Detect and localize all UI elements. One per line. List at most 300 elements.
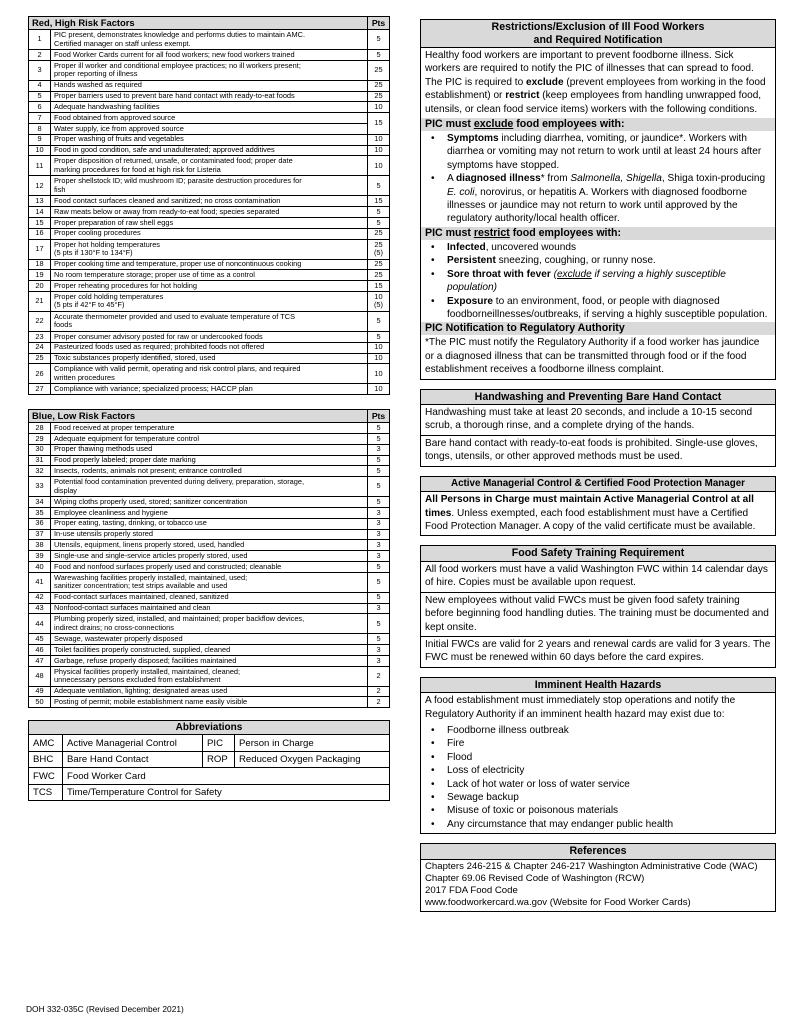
description-line: (5 pts if 130°F to 134°F) [54, 248, 133, 258]
amc-section [420, 476, 776, 537]
table-row [29, 311, 390, 331]
abbr-definition: Time/Temperature Control for Safety [63, 784, 390, 801]
item-points [368, 102, 390, 113]
list-item [425, 268, 771, 295]
item-number: 4 [29, 80, 51, 91]
item-number: 14 [29, 207, 51, 218]
table-row [29, 572, 390, 592]
red-table-header: Red, High Risk Factors [29, 17, 368, 30]
description-line: Proper hot holding temperatures [54, 239, 160, 249]
item-description [51, 529, 368, 540]
points-value: 5 [376, 180, 381, 190]
item-description [51, 666, 368, 686]
description-line: foods [54, 320, 73, 330]
description-line: Accurate thermometer provided and used to evaluate temperature of TCS [54, 312, 296, 322]
restrictions-section [420, 19, 776, 380]
notification-heading: PIC Notification to Regulatory Authority [421, 322, 775, 335]
item-description [51, 423, 368, 434]
item-points [368, 331, 390, 342]
description-line: Raw meats below or away from ready-to-eat food; species separated [54, 206, 280, 216]
heading-underlined: restrict [473, 226, 510, 239]
description-line: Food Worker Cards current for all food workers; new food workers trained [54, 49, 295, 59]
item-bold: Sore throat with fever [447, 268, 551, 280]
item-description [51, 686, 368, 697]
description-line: Proper consumer advisory posted for raw or undercooked foods [54, 331, 263, 341]
table-row [29, 614, 390, 634]
description-line: Food in good condition, safe and unadulterated; approved additives [54, 145, 275, 155]
item-points [368, 614, 390, 634]
description-line: Employee cleanliness and hygiene [54, 507, 168, 517]
item-number: 50 [29, 697, 51, 708]
item-points [368, 176, 390, 196]
description-line: Utensils, equipment, linens properly stored, used, handled [54, 540, 245, 549]
item-number: 46 [29, 645, 51, 656]
item-points [368, 217, 390, 228]
item-points [368, 342, 390, 353]
list-item: • Foodborne illness outbreak [425, 724, 771, 737]
abbr-code: PIC [203, 735, 235, 752]
table-row [29, 466, 390, 477]
abbreviations-table [28, 720, 390, 801]
handwashing-text: Handwashing must take at least 20 seconds, and include a 10-15 second scrub, a thorough rinse, and a complete drying of the hands. [425, 407, 753, 432]
points-value: 5 [376, 433, 381, 443]
table-row [29, 91, 390, 102]
abbr-row [29, 784, 390, 801]
table-row [29, 592, 390, 603]
description-line: No room temperature storage; proper use of time as a control [54, 270, 255, 280]
imminent-title: Imminent Health Hazards [421, 678, 775, 694]
table-row [29, 60, 390, 80]
item-description [51, 655, 368, 666]
description-line: Food properly labeled; proper date marking [54, 455, 196, 465]
table-row [29, 634, 390, 645]
item-number: 48 [29, 666, 51, 686]
list-item [425, 295, 771, 322]
item-description [51, 614, 368, 634]
points-value: 3 [376, 507, 381, 517]
table-row [29, 176, 390, 196]
points-value: 10 [374, 384, 383, 394]
item-description [51, 30, 368, 50]
item-description [51, 444, 368, 455]
points-reduced-value: (5) [373, 300, 384, 310]
table-row [29, 551, 390, 562]
points-value: 5 [376, 331, 381, 341]
item-number: 44 [29, 614, 51, 634]
item-description [51, 342, 368, 353]
item-description [51, 477, 368, 497]
description-line: written procedures [54, 372, 115, 382]
points-value: 10 [374, 342, 383, 352]
red-pts-header: Pts [368, 17, 390, 30]
table-row [29, 507, 390, 518]
table-row [29, 331, 390, 342]
table-row [29, 259, 390, 270]
item-description [51, 123, 368, 134]
points-value: 10 [374, 160, 383, 170]
description-line: Single-use and single-service articles properly stored, used [54, 550, 248, 560]
item-description [51, 466, 368, 477]
item-description [51, 384, 368, 395]
table-row [29, 123, 390, 134]
table-row [29, 433, 390, 444]
item-number: 37 [29, 529, 51, 540]
points-value: 25 [374, 65, 383, 75]
item-points [368, 156, 390, 176]
points-value: 3 [376, 550, 381, 560]
item-description [51, 176, 368, 196]
references-section [420, 843, 776, 912]
table-row [29, 270, 390, 281]
item-text: * from [540, 173, 571, 185]
item-points [368, 603, 390, 614]
exclude-list [421, 131, 775, 227]
training-text: All food workers must have a valid Washington FWC within 14 calendar days of hire. Copies must be available upon request. [425, 563, 768, 589]
abbr-definition: Reduced Oxygen Packaging [235, 751, 390, 768]
heading-underlined: exclude [473, 118, 514, 131]
points-value: 15 [374, 196, 383, 206]
table-row [29, 113, 390, 124]
item-number: 29 [29, 433, 51, 444]
item-points [368, 477, 390, 497]
abbr-definition: Food Worker Card [63, 768, 390, 785]
points-value: 2 [376, 686, 381, 696]
table-row [29, 497, 390, 508]
item-description [51, 592, 368, 603]
points-value: 5 [376, 633, 381, 643]
item-points [368, 384, 390, 395]
item-description [51, 561, 368, 572]
left-column [28, 16, 390, 801]
item-points [368, 60, 390, 80]
item-description [51, 697, 368, 708]
description-line: Food obtained from approved source [54, 112, 176, 122]
exclude-heading [421, 118, 775, 131]
item-number: 36 [29, 518, 51, 529]
item-description [51, 634, 368, 645]
description-line: Compliance with variance; specialized process; HACCP plan [54, 384, 253, 394]
item-number: 9 [29, 134, 51, 145]
table-row [29, 156, 390, 176]
points-value: 5 [376, 561, 381, 571]
description-line: sanitizer concentration; test strips available and used [54, 581, 228, 591]
item-number: 12 [29, 176, 51, 196]
description-line: fish [54, 184, 66, 194]
item-points [368, 196, 390, 207]
description-line: In-use utensils properly stored [54, 529, 154, 539]
abbreviations-title: Abbreviations [29, 721, 390, 735]
item-number: 20 [29, 281, 51, 292]
training-text: New employees without valid FWCs must be given food safety training before beginning food handling duties. The training must be documented and kept onsite. [421, 592, 775, 636]
item-points [368, 666, 390, 686]
description-line: Plumbing properly sized, installed, and maintained; proper backflow devices, [54, 614, 305, 624]
item-points [368, 455, 390, 466]
item-points [368, 433, 390, 444]
item-points [368, 540, 390, 551]
points-value: 5 [376, 496, 381, 506]
points-value: 5 [376, 618, 381, 628]
description-line: Adequate handwashing facilities [54, 102, 160, 112]
description-line: PIC present, demonstrates knowledge and performs duties to maintain AMC. [54, 30, 305, 40]
amc-title: Active Managerial Control & Certified Food Protection Manager [421, 477, 775, 493]
item-number: 31 [29, 455, 51, 466]
points-value: 10 [374, 292, 383, 302]
handwashing-title: Handwashing and Preventing Bare Hand Contact [421, 390, 775, 406]
table-row [29, 342, 390, 353]
description-line: Proper ill worker and conditional employee practices; no ill workers present; [54, 60, 301, 70]
item-points [368, 145, 390, 156]
description-line: Food contact surfaces cleaned and sanitized; no cross contamination [54, 196, 281, 206]
description-line: Proper shellstock ID; wild mushroom ID; parasite destruction procedures for [54, 176, 302, 186]
item-italic: if serving a highly susceptible population) [447, 268, 726, 294]
description-line: (5 pts if 42°F to 45°F) [54, 300, 125, 310]
table-row [29, 30, 390, 50]
table-row [29, 384, 390, 395]
item-description [51, 433, 368, 444]
list-item: • Misuse of toxic or poisonous materials [425, 804, 771, 817]
reference-line: Chapters 246-215 & Chapter 246-217 Washington Administrative Code (WAC) [425, 860, 758, 872]
item-description [51, 145, 368, 156]
item-points [368, 80, 390, 91]
item-number: 35 [29, 507, 51, 518]
points-value: 25 [374, 91, 383, 101]
item-points [368, 270, 390, 281]
item-number: 32 [29, 466, 51, 477]
table-row [29, 145, 390, 156]
training-text: Initial FWCs are valid for 2 years and renewal cards are valid for 3 years. The FWC must be renewed within 60 days before the card expires. [421, 636, 775, 667]
description-line: Hands washed as required [54, 80, 142, 90]
item-number: 33 [29, 477, 51, 497]
blue-pts-header: Pts [368, 410, 390, 423]
description-line: Toxic substances properly identified, stored, used [54, 353, 216, 363]
item-points [368, 518, 390, 529]
item-description [51, 134, 368, 145]
table-row [29, 645, 390, 656]
table-row [29, 423, 390, 434]
item-points [368, 364, 390, 384]
abbr-code: BHC [29, 751, 63, 768]
abbr-code: TCS [29, 784, 63, 801]
item-description [51, 80, 368, 91]
list-item [425, 172, 771, 226]
points-value: 10 [374, 102, 383, 112]
description-line: Posting of permit; mobile establishment name easily visible [54, 697, 248, 707]
points-value: 25 [374, 259, 383, 269]
table-row [29, 561, 390, 572]
points-value: 3 [376, 655, 381, 665]
table-row [29, 477, 390, 497]
table-row [29, 281, 390, 292]
item-number: 17 [29, 239, 51, 259]
item-description [51, 228, 368, 239]
list-item [425, 254, 771, 267]
points-value: 25 [374, 80, 383, 90]
item-points [368, 592, 390, 603]
reference-line: www.foodworkercard.wa.gov (Website for Food Worker Cards) [425, 896, 691, 908]
item-text: to an environment, food, or people with diagnosed foodborneillnesses/outbreaks, if serving a highly susceptible population. [447, 295, 768, 320]
item-description [51, 645, 368, 656]
item-text: , Shiga toxin-producing [661, 173, 766, 185]
table-row [29, 529, 390, 540]
points-value: 10 [374, 353, 383, 363]
description-line: Proper reheating procedures for hot holding [54, 280, 197, 290]
description-line: Food received at proper temperature [54, 422, 175, 432]
restrictions-title-line2: and Required Notification [533, 33, 663, 46]
description-line: Warewashing facilities properly installed, maintained, used; [54, 572, 248, 582]
table-row [29, 207, 390, 218]
points-value: 5 [376, 316, 381, 326]
item-points [368, 91, 390, 102]
description-line: Nonfood-contact surfaces maintained and clean [54, 603, 211, 613]
item-description [51, 239, 368, 259]
item-description [51, 50, 368, 61]
item-description [51, 91, 368, 102]
abbr-definition: Person in Charge [235, 735, 390, 752]
training-title: Food Safety Training Requirement [421, 546, 775, 562]
item-text: sneezing, coughing, or runny nose. [495, 255, 656, 267]
item-points [368, 551, 390, 562]
abbr-code: ROP [203, 751, 235, 768]
table-row [29, 239, 390, 259]
item-points [368, 207, 390, 218]
item-points [368, 466, 390, 477]
exclude-term: exclude [525, 76, 564, 88]
abbr-code: FWC [29, 768, 63, 785]
points-value: 5 [376, 206, 381, 216]
restrictions-title-line1: Restrictions/Exclusion of Ill Food Workers [491, 21, 705, 33]
item-points [368, 655, 390, 666]
item-text: including diarrhea, vomiting, or jaundice*. Workers with diarrhea or vomiting may not return to work until at least 24 hours after symptoms have stopped. [447, 133, 762, 171]
heading-text: PIC must [425, 226, 474, 239]
points-value: 3 [376, 540, 381, 549]
references-title: References [421, 844, 775, 860]
training-section [420, 545, 776, 667]
description-line: Wiping cloths properly used, stored; sanitizer concentration [54, 496, 248, 506]
item-description [51, 497, 368, 508]
table-row [29, 518, 390, 529]
item-points [368, 353, 390, 364]
list-item [425, 241, 771, 254]
item-number: 43 [29, 603, 51, 614]
description-line: Proper eating, tasting, drinking, or tobacco use [54, 518, 207, 528]
description-line: Adequate equipment for temperature control [54, 433, 200, 443]
table-row [29, 353, 390, 364]
points-reduced-value: (5) [373, 248, 384, 258]
table-row [29, 291, 390, 311]
item-number: 11 [29, 156, 51, 176]
item-points [368, 281, 390, 292]
description-line: proper reporting of illness [54, 69, 138, 79]
item-points [368, 634, 390, 645]
description-line: display [54, 485, 78, 495]
table-row [29, 196, 390, 207]
points-value: 10 [374, 145, 383, 155]
list-item [425, 132, 771, 172]
item-description [51, 196, 368, 207]
table-row [29, 697, 390, 708]
notification-text: *The PIC must notify the Regulatory Authority if a food worker has jaundice or a diagnosed illness that can be transmitted through food or if the food establishment receives a foodborne illness complaint. [425, 337, 760, 376]
item-description [51, 156, 368, 176]
item-number: 23 [29, 331, 51, 342]
intro-text: (prevent employees from working in the food establishment) or [425, 76, 766, 102]
points-value: 5 [376, 217, 381, 227]
item-number: 8 [29, 123, 51, 134]
item-number: 1 [29, 30, 51, 50]
item-number: 5 [29, 91, 51, 102]
list-item: • Flood [425, 751, 771, 764]
points-value: 2 [376, 697, 381, 707]
item-bold: Persistent [447, 255, 496, 267]
item-number: 47 [29, 655, 51, 666]
item-number: 39 [29, 551, 51, 562]
item-number: 40 [29, 561, 51, 572]
table-row [29, 134, 390, 145]
hazard-list [421, 723, 775, 833]
item-number: 15 [29, 217, 51, 228]
table-row [29, 666, 390, 686]
points-value: 5 [376, 422, 381, 432]
description-line: Insects, rodents, animals not present; entrance controlled [54, 466, 242, 476]
handwashing-section [420, 389, 776, 467]
points-value: 25 [374, 270, 383, 280]
item-number: 19 [29, 270, 51, 281]
amc-text [421, 492, 775, 535]
imminent-hazards-section [420, 677, 776, 835]
item-description [51, 207, 368, 218]
points-value: 15 [374, 118, 383, 128]
reference-line: 2017 FDA Food Code [425, 884, 518, 896]
points-value: 15 [374, 280, 383, 290]
description-line: Garbage, refuse properly disposed; facilities maintained [54, 655, 237, 665]
item-number: 27 [29, 384, 51, 395]
item-number: 30 [29, 444, 51, 455]
item-italic: E. coli [447, 186, 475, 198]
description-line: Proper thawing methods used [54, 444, 153, 454]
reference-line: Chapter 69.06 Revised Code of Washington (RCW) [425, 872, 645, 884]
description-line: Compliance with valid permit, operating and risk control plans, and required [54, 364, 301, 374]
list-item: • Sewage backup [425, 791, 771, 804]
document-footer: DOH 332-035C (Revised December 2021) [26, 1004, 184, 1014]
points-value: 3 [376, 603, 381, 613]
item-number: 6 [29, 102, 51, 113]
table-row [29, 444, 390, 455]
description-line: Water supply, ice from approved source [54, 123, 184, 133]
item-number: 34 [29, 497, 51, 508]
item-description [51, 603, 368, 614]
item-points [368, 507, 390, 518]
item-number: 41 [29, 572, 51, 592]
restrict-term: restrict [505, 90, 540, 102]
points-value: 3 [376, 644, 381, 654]
description-line: Pasteurized foods used as required; prohibited foods not offered [54, 342, 265, 352]
item-text: A [447, 173, 456, 185]
description-line: Potential food contamination prevented during delivery, preparation, storage, [54, 477, 305, 487]
points-value: 5 [376, 34, 381, 44]
intro-text: (keep employees from handling unwrapped food, utensils, or clean food service items) workers with the following conditions. [425, 90, 762, 115]
blue-risk-table [28, 409, 390, 708]
description-line: Adequate ventilation, lighting; designated areas used [54, 686, 228, 696]
item-number: 28 [29, 423, 51, 434]
restrict-list [421, 240, 775, 322]
item-italic: Salmonella, Shigella [570, 173, 662, 185]
item-description [51, 270, 368, 281]
item-description [51, 364, 368, 384]
points-value: 5 [376, 592, 381, 602]
imminent-intro: A food establishment must immediately stop operations and notify the Regulatory Authority if an imminent health hazard may exist due to: [425, 695, 736, 720]
table-row [29, 217, 390, 228]
abbr-code: AMC [29, 735, 63, 752]
restrictions-title [421, 20, 775, 48]
